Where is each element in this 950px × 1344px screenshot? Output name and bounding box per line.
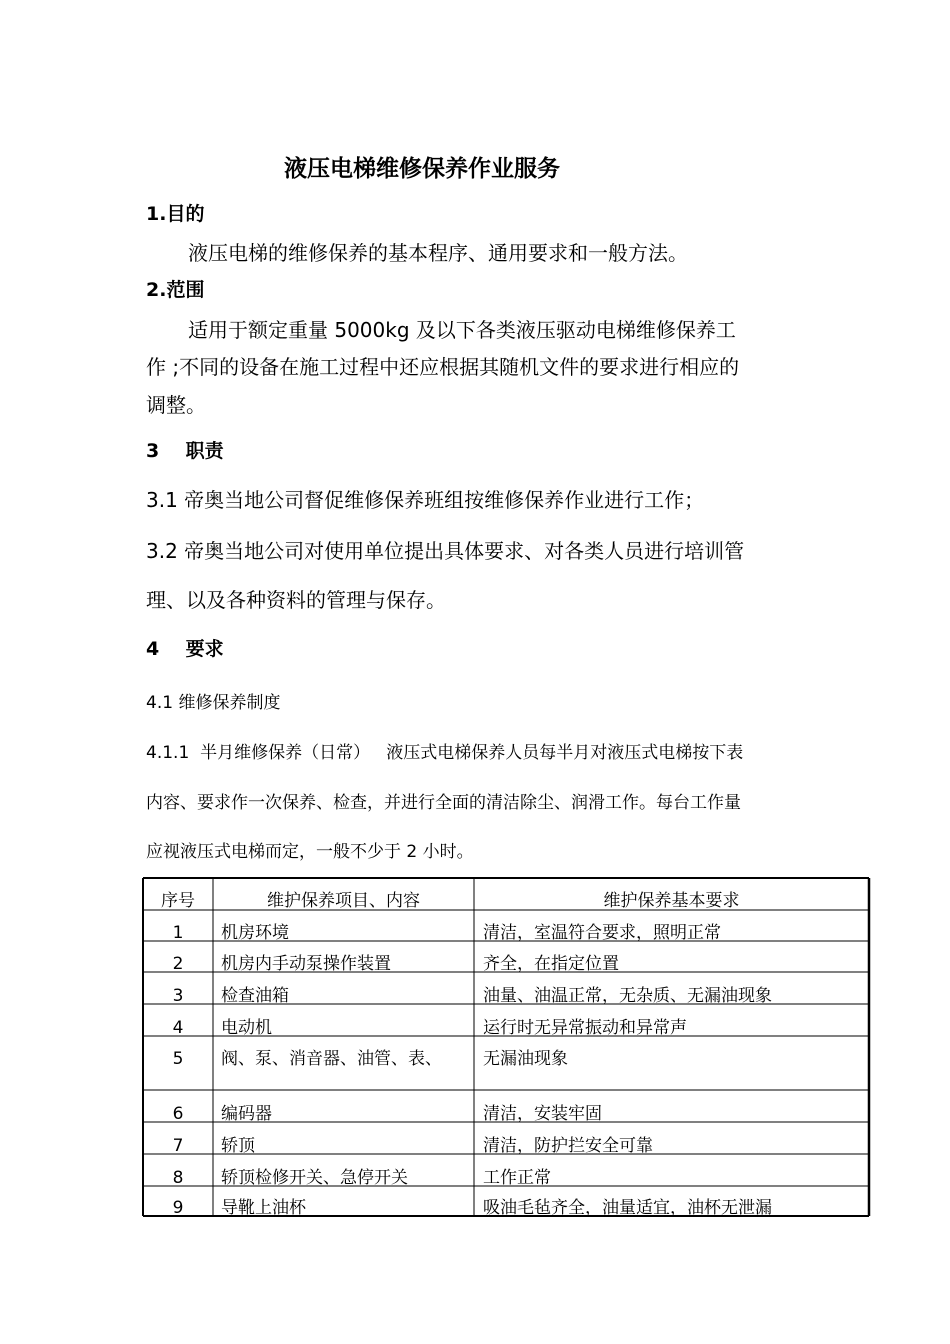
scope-line-1: 适用于额定重量 5000kg 及以下各类液压驱动电梯维修保养工 bbox=[188, 318, 736, 342]
table-cell-requirement: 吸油毛毡齐全，油量适宜，油杯无泄漏 bbox=[483, 1198, 772, 1218]
table-cell-no: 5 bbox=[172, 1049, 184, 1069]
requirements-heading: 4 要求 bbox=[146, 638, 224, 660]
table-cell-no: 7 bbox=[172, 1136, 184, 1156]
table-cell-requirement: 无漏油现象 bbox=[483, 1049, 568, 1069]
req-4-1-1-line-2: 内容、要求作一次保养、检查，并进行全面的清洁除尘、润滑工作。每台工作量 bbox=[146, 793, 741, 813]
scope-heading: 2.范围 bbox=[146, 279, 205, 301]
document-title: 液压电梯维修保养作业服务 bbox=[284, 156, 560, 182]
table-cell-item: 轿顶 bbox=[221, 1136, 255, 1156]
duty-heading: 3 职责 bbox=[146, 440, 224, 462]
table-cell-item: 检查油箱 bbox=[221, 986, 289, 1006]
scope-line-3: 调整。 bbox=[146, 393, 206, 417]
duty-3-2-line-1: 3.2 帝奥当地公司对使用单位提出具体要求、对各类人员进行培训管 bbox=[146, 539, 745, 563]
table-cell-item: 机房环境 bbox=[221, 923, 289, 943]
purpose-text: 液压电梯的维修保养的基本程序、通用要求和一般方法。 bbox=[188, 241, 688, 265]
table-cell-requirement: 运行时无异常振动和异常声 bbox=[483, 1018, 687, 1038]
table-cell-no: 2 bbox=[172, 954, 184, 974]
scope-line-2: 作 ;不同的设备在施工过程中还应根据其随机文件的要求进行相应的 bbox=[146, 355, 740, 379]
table-cell-requirement: 齐全，在指定位置 bbox=[483, 954, 619, 974]
table-cell-no: 3 bbox=[172, 986, 184, 1006]
table-cell-item: 电动机 bbox=[221, 1018, 272, 1038]
table-cell-item: 导靴上油杯 bbox=[221, 1198, 306, 1218]
table-cell-no: 8 bbox=[172, 1168, 184, 1188]
table-cell-requirement: 油量、油温正常，无杂质、无漏油现象 bbox=[483, 986, 772, 1006]
req-4-1: 4.1 维修保养制度 bbox=[146, 693, 281, 713]
table-cell-no: 9 bbox=[172, 1198, 184, 1218]
table-cell-no: 4 bbox=[172, 1018, 184, 1038]
table-header-requirement: 维护保养基本要求 bbox=[603, 891, 740, 911]
table-cell-no: 6 bbox=[172, 1104, 184, 1124]
purpose-heading: 1.目的 bbox=[146, 203, 205, 225]
table-cell-item: 机房内手动泵操作装置 bbox=[221, 954, 391, 974]
table-cell-requirement: 清洁，室温符合要求，照明正常 bbox=[483, 923, 721, 943]
table-cell-no: 1 bbox=[172, 923, 184, 943]
table-cell-item: 轿顶检修开关、急停开关 bbox=[221, 1168, 408, 1188]
table-cell-requirement: 工作正常 bbox=[483, 1168, 551, 1188]
table-header-item: 维护保养项目、内容 bbox=[267, 891, 420, 911]
table-cell-item: 阀、泵、消音器、油管、表、 bbox=[221, 1049, 442, 1069]
table-header-no: 序号 bbox=[161, 891, 195, 911]
req-4-1-1-line-3: 应视液压式电梯而定，一般不少于 2 小时。 bbox=[146, 842, 474, 862]
duty-3-2-line-2: 理、以及各种资料的管理与保存。 bbox=[146, 588, 446, 612]
duty-3-1: 3.1 帝奥当地公司督促维修保养班组按维修保养作业进行工作； bbox=[146, 488, 705, 512]
table-cell-requirement: 清洁，安装牢固 bbox=[483, 1104, 602, 1124]
table-cell-item: 编码器 bbox=[221, 1104, 272, 1124]
table-cell-requirement: 清洁，防护拦安全可靠 bbox=[483, 1136, 653, 1156]
req-4-1-1-line-1: 4.1.1 半月维修保养（日常） 液压式电梯保养人员每半月对液压式电梯按下表 bbox=[146, 743, 744, 763]
